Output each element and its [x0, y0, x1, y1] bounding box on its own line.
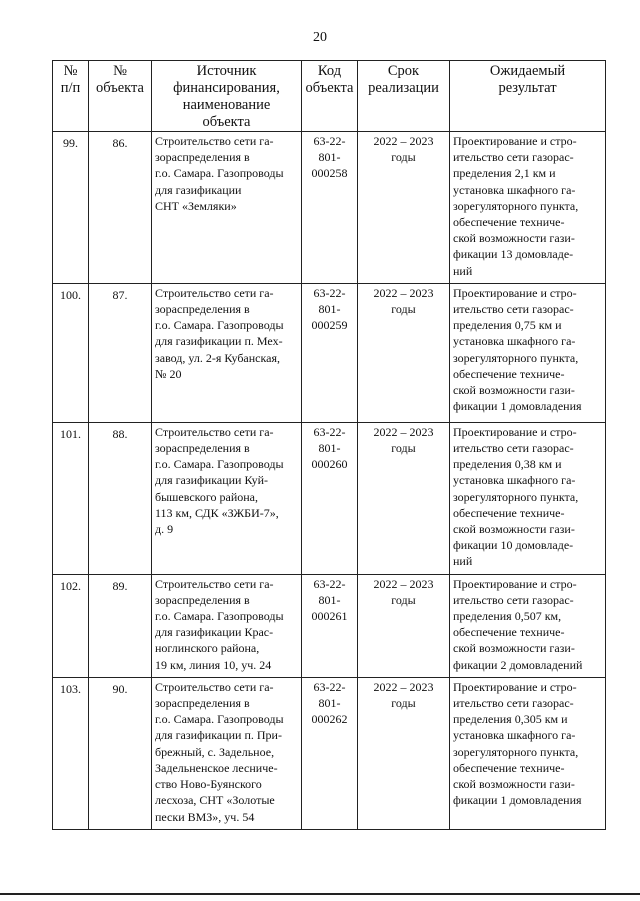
cell-period: 2022 – 2023 годы: [358, 677, 450, 829]
cell-source: Строительство сети га- зораспределения в г.о. Самара. Газопроводы для газификации п. При- брежный, с. Задельное, Задельненское лесниче- ство Ново-Буянского лесхоза, СНТ «Золотые пески ВМЗ», уч. 54: [152, 677, 302, 829]
cell-result: Проектирование и стро- ительство сети газорас- пределения 2,1 км и установка шкафного га- зорегуляторного пункта, обеспечение техниче- ской возможности гази- фикации 13 домовладе- ний: [450, 132, 606, 284]
table-row: [53, 574, 606, 677]
cell-code: 63-22- 801- 000261: [302, 574, 358, 677]
cell-result: Проектирование и стро- ительство сети газорас- пределения 0,507 км, обеспечение техниче- ской возможности гази- фикации 2 домовладений: [450, 574, 606, 677]
cell-object-number: 87.: [89, 283, 152, 422]
header-num: № п/п: [53, 61, 89, 132]
cell-source: Строительство сети га- зораспределения в г.о. Самара. Газопроводы для газификации СНТ «Земляки»: [152, 132, 302, 284]
cell-num: 103.: [53, 677, 89, 829]
cell-code: 63-22- 801- 000262: [302, 677, 358, 829]
cell-object-number: 88.: [89, 422, 152, 574]
cell-result: Проектирование и стро- ительство сети газорас- пределения 0,305 км и установка шкафного га- зорегуляторного пункта, обеспечение техниче- ской возможности гази- фикации 1 домовладения: [450, 677, 606, 829]
cell-source: Строительство сети га- зораспределения в г.о. Самара. Газопроводы для газификации п. Мех- завод, ул. 2-я Кубанская, № 20: [152, 283, 302, 422]
cell-num: 101.: [53, 422, 89, 574]
cell-object-number: 86.: [89, 132, 152, 284]
header-code: Код объекта: [302, 61, 358, 132]
cell-code: 63-22- 801- 000260: [302, 422, 358, 574]
cell-result: Проектирование и стро- ительство сети газорас- пределения 0,38 км и установка шкафного га- зорегуляторного пункта, обеспечение техниче- ской возможности гази- фикации 10 домовладе- ний: [450, 422, 606, 574]
header-source: Источник финансирования, наименование объекта: [152, 61, 302, 132]
bottom-rule: [0, 893, 640, 895]
header-period: Срок реализации: [358, 61, 450, 132]
cell-period: 2022 – 2023 годы: [358, 422, 450, 574]
cell-num: 99.: [53, 132, 89, 284]
cell-num: 102.: [53, 574, 89, 677]
cell-source: Строительство сети га- зораспределения в г.о. Самара. Газопроводы для газификации Куй- бышевского района, 113 км, СДК «ЗЖБИ-7», д. 9: [152, 422, 302, 574]
table-row: [53, 422, 606, 574]
cell-object-number: 89.: [89, 574, 152, 677]
table-row: [53, 132, 606, 284]
cell-num: 100.: [53, 283, 89, 422]
cell-period: 2022 – 2023 годы: [358, 283, 450, 422]
table-row: [53, 283, 606, 422]
table-row: [53, 677, 606, 829]
cell-source: Строительство сети га- зораспределения в г.о. Самара. Газопроводы для газификации Крас- ноглинского района, 19 км, линия 10, уч. 24: [152, 574, 302, 677]
header-row: [53, 61, 606, 132]
cell-code: 63-22- 801- 000259: [302, 283, 358, 422]
cell-object-number: 90.: [89, 677, 152, 829]
cell-period: 2022 – 2023 годы: [358, 132, 450, 284]
header-result: Ожидаемый результат: [450, 61, 606, 132]
page-number: 20: [313, 30, 327, 45]
program-table: [52, 60, 606, 830]
cell-result: Проектирование и стро- ительство сети газорас- пределения 0,75 км и установка шкафного га- зорегуляторного пункта, обеспечение техниче- ской возможности гази- фикации 1 домовладения: [450, 283, 606, 422]
cell-period: 2022 – 2023 годы: [358, 574, 450, 677]
header-object-number: № объекта: [89, 61, 152, 132]
cell-code: 63-22- 801- 000258: [302, 132, 358, 284]
